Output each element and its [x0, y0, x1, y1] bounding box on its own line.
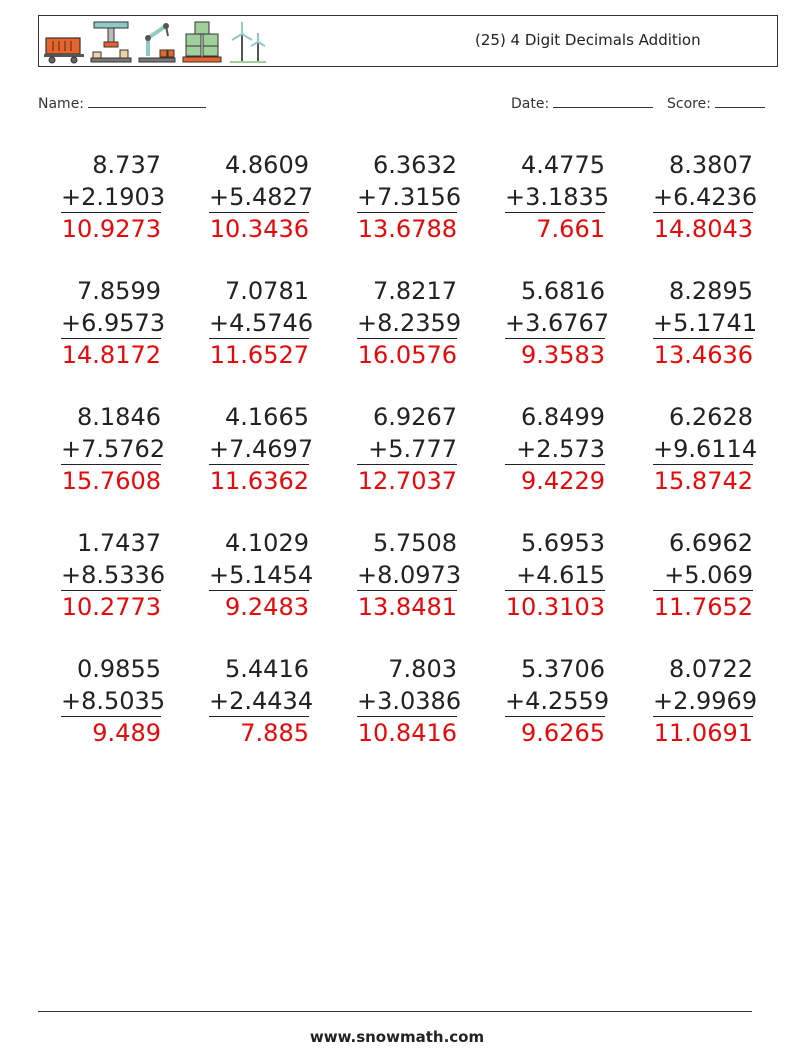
name-label: Name:	[38, 96, 85, 112]
footer-site: www.snowmath.com	[309, 1028, 485, 1046]
sum-rule	[653, 716, 753, 717]
first-addend: 5.6953	[521, 529, 605, 557]
sum-rule	[61, 212, 161, 213]
sum-rule	[209, 716, 309, 717]
first-addend: 6.9267	[373, 403, 457, 431]
second-addend: +8.5035	[61, 687, 166, 715]
sum-rule	[505, 212, 605, 213]
sum-rule	[61, 464, 161, 465]
wind-turbine-icon	[228, 20, 268, 64]
second-addend-row	[61, 559, 166, 591]
second-addend: +6.4236	[653, 183, 758, 211]
first-addend: 4.1665	[225, 403, 309, 431]
second-addend: +4.2559	[505, 687, 610, 715]
second-addend-row	[505, 433, 605, 465]
first-addend: 1.7437	[77, 529, 161, 557]
header-box	[38, 15, 778, 67]
header-icons	[44, 20, 268, 64]
sum-rule	[505, 464, 605, 465]
sum-rule	[61, 590, 161, 591]
second-addend-row	[505, 559, 605, 591]
second-addend-row	[61, 685, 166, 717]
sum-answer: 11.6362	[209, 467, 309, 495]
name-field[interactable]	[38, 93, 206, 112]
addition-problem	[653, 653, 758, 749]
sum-rule	[357, 212, 457, 213]
second-addend-row	[505, 685, 610, 717]
sum-answer: 10.9273	[61, 215, 161, 243]
sum-answer: 10.2773	[61, 593, 161, 621]
first-addend: 6.2628	[669, 403, 753, 431]
addition-problem	[653, 275, 758, 371]
sum-answer: 15.8742	[653, 467, 753, 495]
sum-answer: 11.0691	[653, 719, 753, 747]
sum-rule	[61, 338, 161, 339]
date-field[interactable]	[511, 93, 653, 112]
addition-problem	[653, 401, 758, 497]
second-addend: +5.1741	[653, 309, 758, 337]
addition-problem	[209, 527, 314, 623]
sum-answer: 12.7037	[357, 467, 457, 495]
sum-answer: 9.4229	[521, 467, 605, 495]
second-addend: +2.9969	[653, 687, 758, 715]
sum-rule	[653, 338, 753, 339]
second-addend-row	[357, 181, 462, 213]
addition-problem	[209, 401, 314, 497]
second-addend: +6.9573	[61, 309, 166, 337]
addition-problem	[505, 275, 610, 371]
second-addend: +2.573	[516, 435, 605, 463]
sum-answer: 10.3103	[505, 593, 605, 621]
second-addend: +7.3156	[357, 183, 462, 211]
sum-rule	[653, 590, 753, 591]
second-addend: +4.5746	[209, 309, 314, 337]
sum-answer: 11.6527	[209, 341, 309, 369]
second-addend: +2.4434	[209, 687, 314, 715]
first-addend: 7.8217	[373, 277, 457, 305]
sum-rule	[653, 464, 753, 465]
second-addend-row	[653, 433, 758, 465]
second-addend: +2.1903	[61, 183, 166, 211]
sum-rule	[357, 464, 457, 465]
sum-rule	[505, 590, 605, 591]
addition-problem	[357, 275, 462, 371]
addition-problem	[61, 401, 166, 497]
second-addend-row	[61, 433, 166, 465]
sum-answer: 9.6265	[521, 719, 605, 747]
sum-answer: 11.7652	[653, 593, 753, 621]
sum-answer: 9.2483	[225, 593, 309, 621]
addition-problem	[505, 653, 610, 749]
first-addend: 5.6816	[521, 277, 605, 305]
second-addend-row	[357, 307, 462, 339]
name-blank[interactable]	[88, 93, 206, 108]
first-addend: 7.8599	[77, 277, 161, 305]
addition-problem	[209, 653, 314, 749]
addition-problem	[357, 653, 462, 749]
addition-problem	[505, 527, 605, 623]
second-addend-row	[357, 433, 457, 465]
date-blank[interactable]	[553, 93, 653, 108]
second-addend: +3.6767	[505, 309, 610, 337]
addition-problem	[61, 275, 166, 371]
first-addend: 8.0722	[669, 655, 753, 683]
second-addend: +3.0386	[357, 687, 462, 715]
second-addend: +5.777	[368, 435, 457, 463]
second-addend: +7.4697	[209, 435, 314, 463]
addition-problem	[653, 149, 758, 245]
first-addend: 5.4416	[225, 655, 309, 683]
sum-answer: 13.8481	[357, 593, 457, 621]
sum-rule	[209, 464, 309, 465]
second-addend: +9.6114	[653, 435, 758, 463]
robot-arm-icon	[138, 20, 176, 64]
sum-answer: 7.661	[536, 215, 605, 243]
second-addend: +8.0973	[357, 561, 462, 589]
sum-answer: 10.8416	[357, 719, 457, 747]
addition-problem	[357, 149, 462, 245]
sum-answer: 14.8043	[653, 215, 753, 243]
second-addend-row	[357, 559, 462, 591]
sum-answer: 9.3583	[521, 341, 605, 369]
second-addend-row	[209, 181, 314, 213]
second-addend-row	[505, 307, 610, 339]
addition-problem	[61, 653, 166, 749]
score-blank[interactable]	[715, 93, 765, 108]
sum-rule	[357, 590, 457, 591]
sum-rule	[505, 716, 605, 717]
second-addend-row	[61, 181, 166, 213]
sum-rule	[61, 716, 161, 717]
second-addend-row	[653, 181, 758, 213]
first-addend: 8.1846	[77, 403, 161, 431]
sum-rule	[653, 212, 753, 213]
sum-rule	[505, 338, 605, 339]
freight-car-icon	[44, 32, 84, 64]
second-addend: +5.069	[664, 561, 753, 589]
addition-problem	[653, 527, 753, 623]
date-label: Date:	[511, 96, 550, 112]
first-addend: 5.3706	[521, 655, 605, 683]
second-addend: +5.1454	[209, 561, 314, 589]
second-addend-row	[61, 307, 166, 339]
sum-rule	[209, 212, 309, 213]
first-addend: 6.6962	[669, 529, 753, 557]
footer-rule	[38, 1011, 752, 1012]
worksheet-title: (25) 4 Digit Decimals Addition	[475, 31, 701, 49]
first-addend: 7.0781	[225, 277, 309, 305]
sum-answer: 9.489	[92, 719, 161, 747]
first-addend: 4.4775	[521, 151, 605, 179]
addition-problem	[61, 527, 166, 623]
first-addend: 6.3632	[373, 151, 457, 179]
addition-problem	[209, 275, 314, 371]
first-addend: 5.7508	[373, 529, 457, 557]
second-addend: +3.1835	[505, 183, 610, 211]
second-addend-row	[209, 685, 314, 717]
addition-problem	[505, 149, 610, 245]
second-addend-row	[505, 181, 610, 213]
addition-problem	[61, 149, 166, 245]
sum-answer: 14.8172	[61, 341, 161, 369]
sum-rule	[357, 338, 457, 339]
addition-problem	[357, 401, 457, 497]
sum-rule	[209, 338, 309, 339]
second-addend: +5.4827	[209, 183, 314, 211]
sum-rule	[357, 716, 457, 717]
score-label: Score:	[667, 96, 711, 112]
second-addend: +8.5336	[61, 561, 166, 589]
second-addend: +7.5762	[61, 435, 166, 463]
sum-answer: 7.885	[240, 719, 309, 747]
sum-answer: 16.0576	[357, 341, 457, 369]
sum-rule	[209, 590, 309, 591]
sum-answer: 15.7608	[61, 467, 161, 495]
second-addend-row	[209, 307, 314, 339]
pallet-boxes-icon	[182, 20, 222, 64]
second-addend-row	[357, 685, 462, 717]
first-addend: 4.8609	[225, 151, 309, 179]
first-addend: 6.8499	[521, 403, 605, 431]
factory-press-icon	[90, 20, 132, 64]
second-addend-row	[209, 559, 314, 591]
first-addend: 7.803	[388, 655, 457, 683]
addition-problem	[357, 527, 462, 623]
sum-answer: 13.6788	[357, 215, 457, 243]
first-addend: 8.737	[92, 151, 161, 179]
second-addend-row	[653, 307, 758, 339]
second-addend-row	[209, 433, 314, 465]
sum-answer: 13.4636	[653, 341, 753, 369]
first-addend: 8.2895	[669, 277, 753, 305]
first-addend: 8.3807	[669, 151, 753, 179]
second-addend: +4.615	[516, 561, 605, 589]
second-addend-row	[653, 685, 758, 717]
first-addend: 0.9855	[77, 655, 161, 683]
addition-problem	[209, 149, 314, 245]
score-field[interactable]	[667, 93, 765, 112]
second-addend: +8.2359	[357, 309, 462, 337]
first-addend: 4.1029	[225, 529, 309, 557]
sum-answer: 10.3436	[209, 215, 309, 243]
second-addend-row	[653, 559, 753, 591]
addition-problem	[505, 401, 605, 497]
